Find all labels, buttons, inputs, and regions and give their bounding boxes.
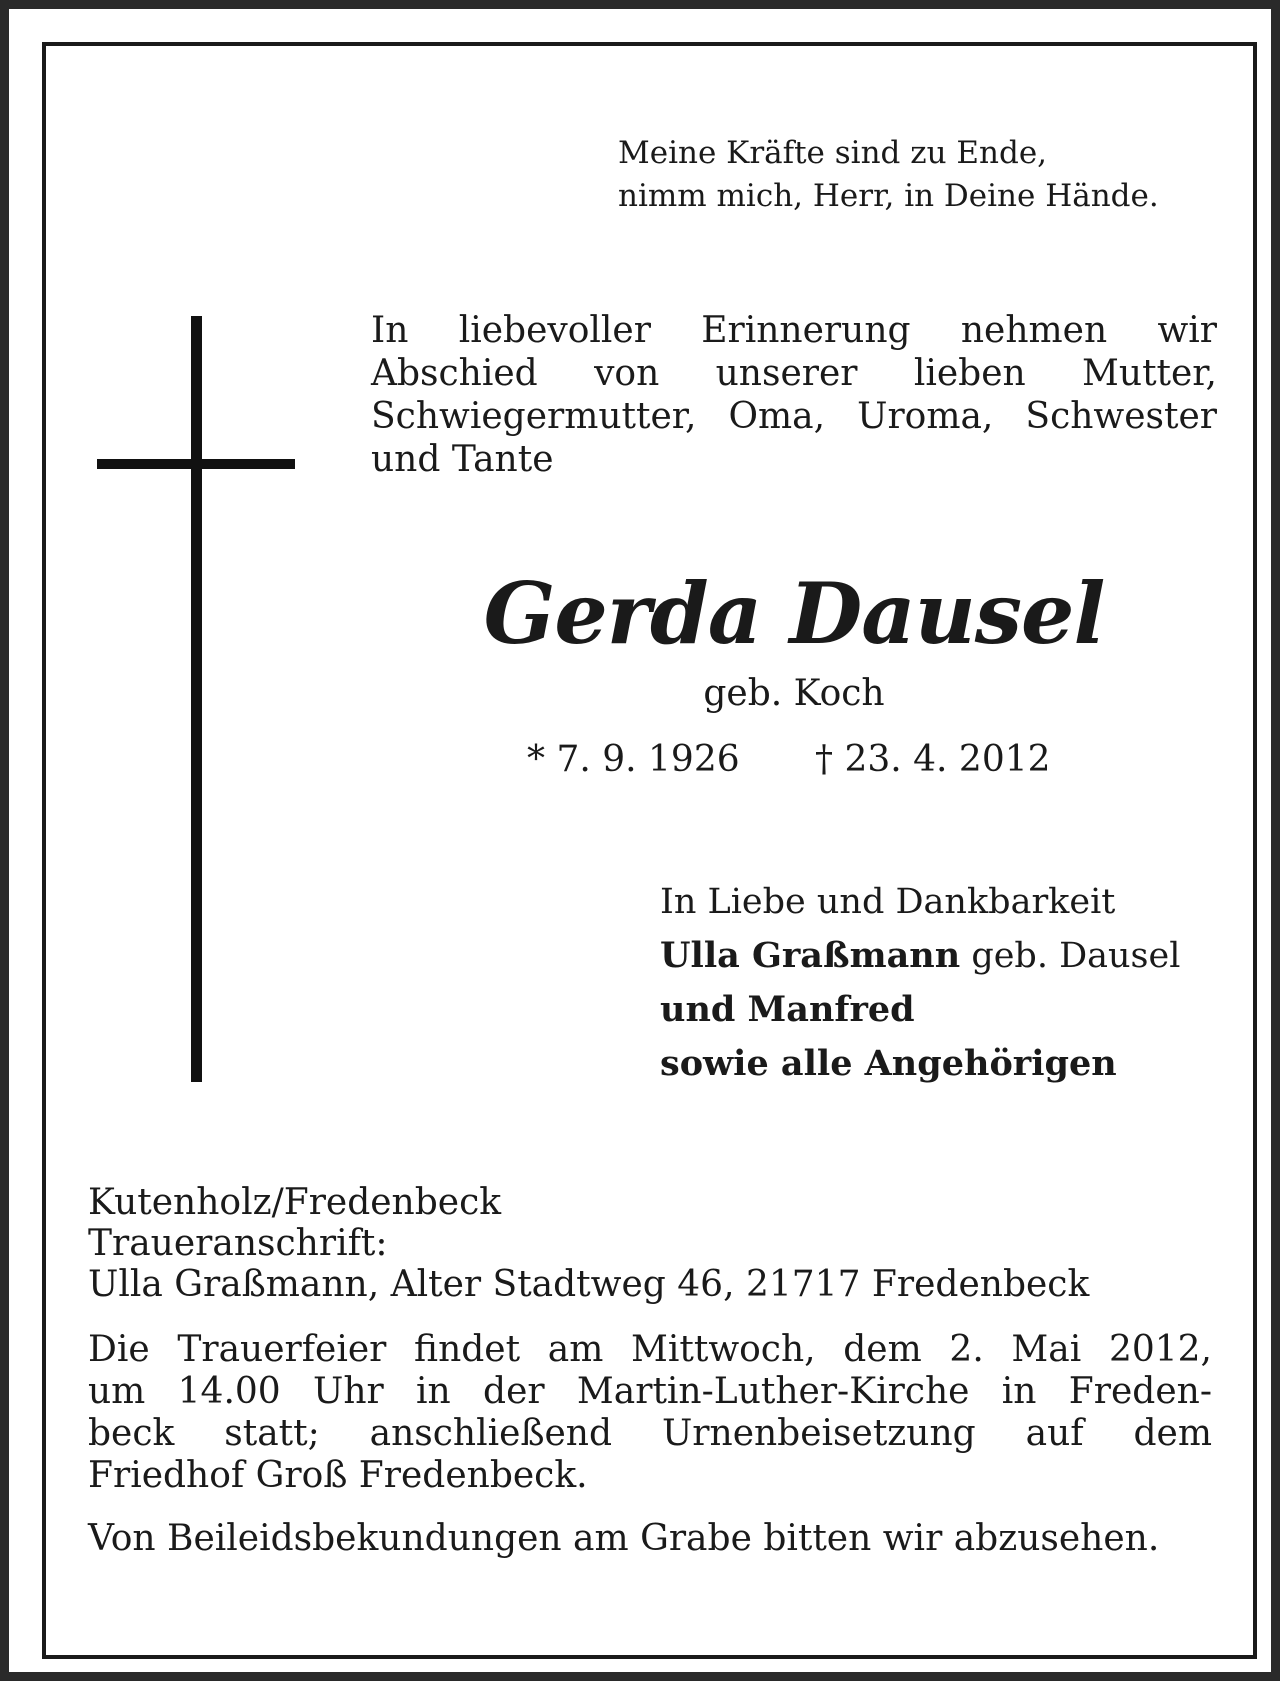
intro-text — [371, 309, 1217, 481]
ceremony-line-3: beck statt; anschließend Urnenbeisetzung auf dem — [88, 1413, 1212, 1454]
cross-vertical-bar — [191, 316, 202, 1082]
address-block — [88, 1182, 1089, 1305]
death-date: † 23. 4. 2012 — [815, 739, 1051, 780]
ceremony-line-1: Die Trauerfeier findet am Mittwoch, dem 2. Mai 2012, — [88, 1329, 1212, 1370]
ceremony-text — [88, 1329, 1212, 1497]
verse-line-1: Meine Kräfte sind zu Ende, — [618, 135, 1048, 171]
birth-date: * 7. 9. 1926 — [527, 739, 740, 780]
ceremony-line-2: um 14.00 Uhr in der Martin-Luther-Kirche in Freden- — [88, 1371, 1212, 1412]
mourner-name-2: und Manfred — [660, 989, 915, 1030]
ceremony-line-4: Friedhof Groß Fredenbeck. — [88, 1455, 588, 1496]
verse-line-2: nimm mich, Herr, in Deine Hände. — [618, 178, 1159, 214]
deceased-name: Gerda Dausel — [483, 564, 1105, 663]
mourners-heading: In Liebe und Dankbarkeit — [660, 882, 1116, 922]
intro-line-4: und Tante — [371, 439, 554, 480]
maiden-name: geb. Koch — [703, 673, 885, 714]
verse-quote — [618, 132, 1159, 218]
intro-line-1: In liebevoller Erinnerung nehmen wir — [371, 310, 1217, 351]
intro-line-3: Schwiegermutter, Oma, Uroma, Schwester — [371, 396, 1217, 437]
address-label: Traueranschrift: — [88, 1223, 388, 1264]
mourners-block — [660, 875, 1180, 1091]
mourner-name-1: Ulla Graßmann — [660, 935, 961, 976]
cross-horizontal-bar — [97, 459, 295, 469]
intro-line-2: Abschied von unserer lieben Mutter, — [371, 353, 1217, 394]
closing-text: Von Beileidsbekundungen am Grabe bitten wir abzusehen. — [88, 1518, 1160, 1559]
mourner-others: sowie alle Angehörigen — [660, 1043, 1117, 1084]
place-name: Kutenholz/Fredenbeck — [88, 1182, 502, 1223]
mourner-line-1 — [660, 929, 1180, 983]
address-street: Ulla Graßmann, Alter Stadtweg 46, 21717 Fredenbeck — [88, 1264, 1090, 1305]
mourner-name-1-suffix: geb. Dausel — [960, 936, 1181, 976]
